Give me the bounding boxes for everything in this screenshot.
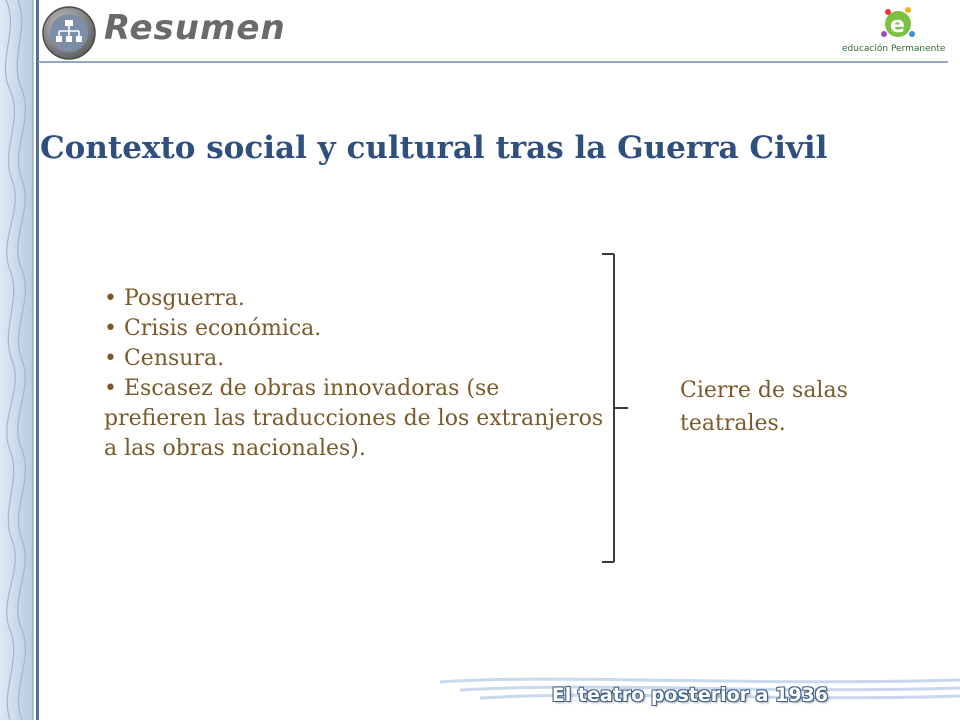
result-text: Cierre de salas teatrales. <box>680 378 848 436</box>
footer-text: El teatro posterior a 1936 <box>551 684 828 706</box>
bullet-list <box>104 284 604 464</box>
bullet-item: • Escasez de obras innovadoras (se prefieren las traducciones de los extranjeros a las obras nacionales). <box>104 376 604 461</box>
bullet-item: • Crisis económica. <box>104 316 322 341</box>
right-bracket <box>600 252 632 568</box>
logo-text: educación Permanente <box>842 44 946 54</box>
sitemap-icon <box>40 5 98 61</box>
bullet-item: • Posguerra. <box>104 286 245 311</box>
svg-text:e: e <box>890 13 905 38</box>
slide-title: Contexto social y cultural tras la Guerra Civil <box>40 130 828 166</box>
left-decorative-band <box>0 0 34 720</box>
left-divider <box>36 0 39 720</box>
header-divider <box>38 61 948 63</box>
bullet-item: • Censura. <box>104 346 225 371</box>
header-title: Resumen <box>104 8 286 48</box>
left-divider-thin <box>32 0 33 720</box>
